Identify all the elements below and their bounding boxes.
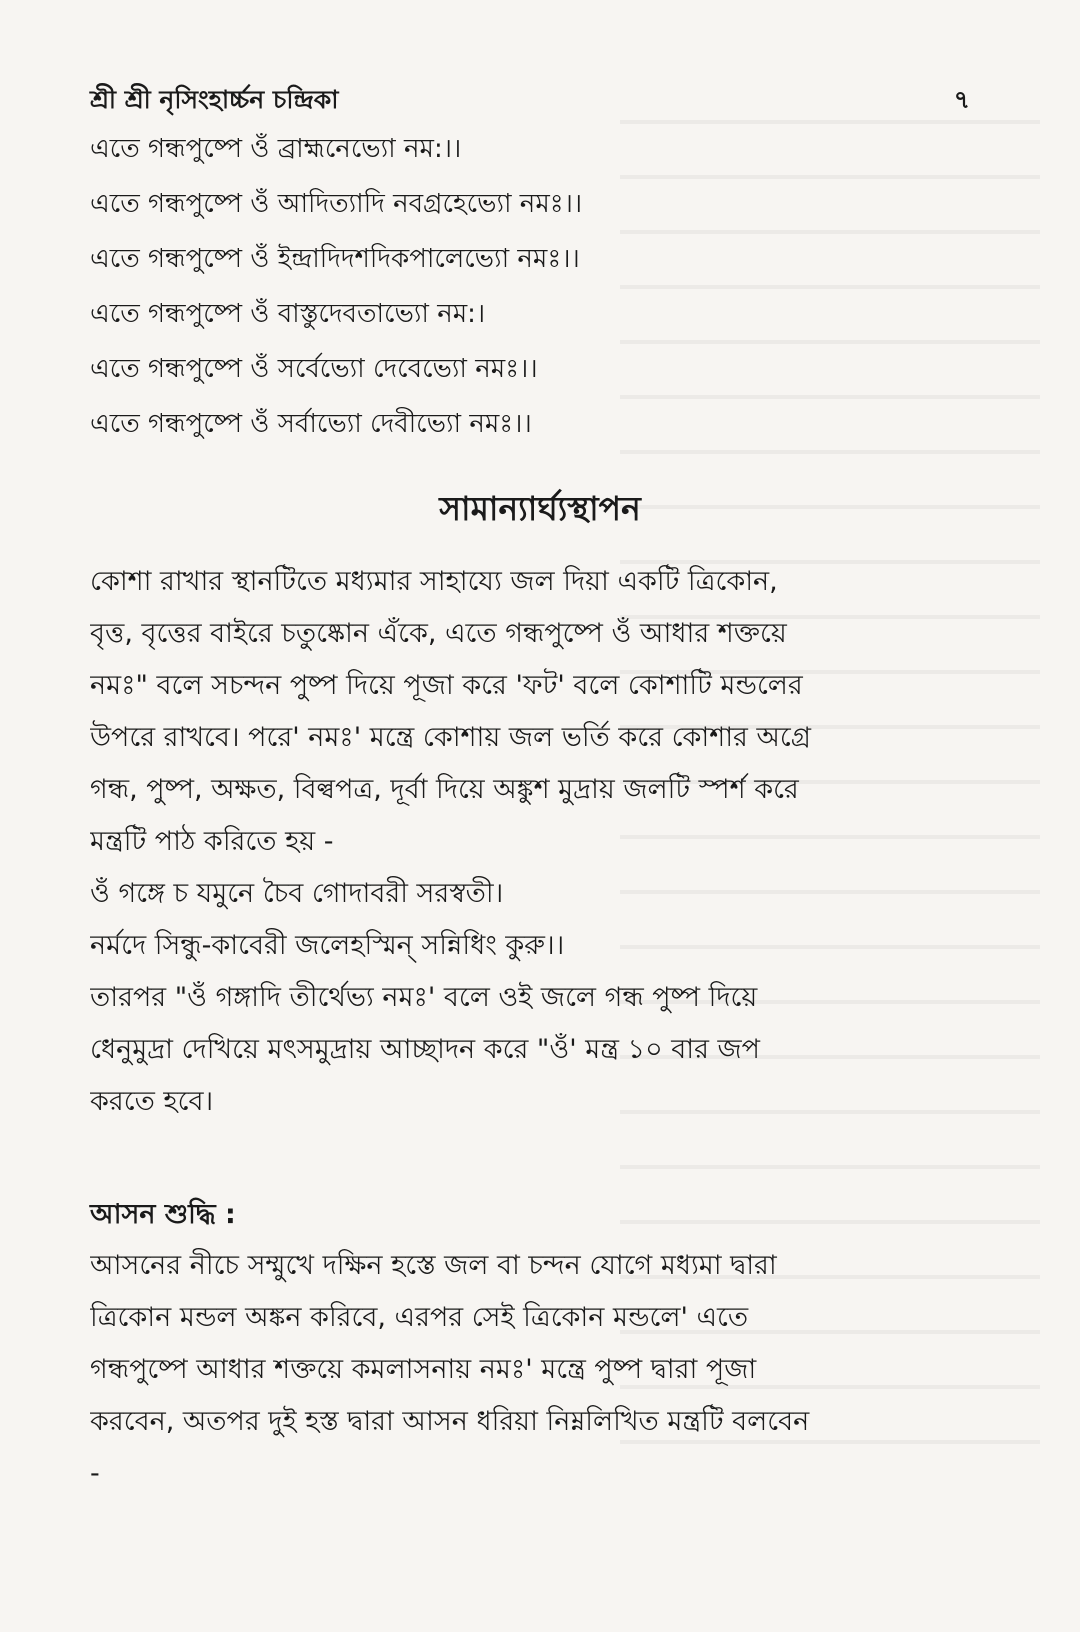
asana-shuddhi-paragraph: [90, 1240, 970, 1500]
mantra-line: ওঁ গঙ্গে চ যমুনে চৈব গোদাবরী সরস্বতী।: [90, 878, 504, 909]
section-heading: সামান্যার্ঘ্যস্থাপন: [439, 489, 641, 528]
paragraph-line: নমঃ" বলে সচন্দন পুষ্প দিয়ে পূজা করে 'ফট' বলে কোশাটি মন্ডলের: [90, 670, 803, 701]
verse-line: এতে গন্ধপুষ্পে ওঁ সর্বাভ্যো দেবীভ্যো নমঃ।।: [90, 409, 532, 439]
paragraph-line: বৃত্ত, বৃত্তের বাইরে চতুষ্কোন এঁকে, এতে গন্ধপুষ্পে ওঁ আধার শক্তয়ে: [90, 618, 787, 649]
mantra-line: নর্মদে সিন্ধু-কাবেরী জলেহস্মিন্ সন্নিধিং কুরু।।: [90, 930, 565, 961]
running-header: [90, 82, 970, 118]
samanyarghya-paragraph: [90, 556, 970, 1128]
paragraph-line: কোশা রাখার স্থানটিতে মধ্যমার সাহায্যে জল দিয়া একটি ত্রিকোন,: [90, 566, 778, 597]
asana-shuddhi-heading: আসন শুদ্ধি :: [90, 1199, 236, 1230]
page-number: ৭: [953, 85, 970, 114]
paragraph-line: গন্ধ, পুষ্প, অক্ষত, বিল্বপত্র, দূর্বা দিয়ে অঙ্কুশ মুদ্রায় জলটি স্পর্শ করে: [90, 774, 799, 805]
paragraph-line: করবেন, অতপর দুই হস্ত দ্বারা আসন ধরিয়া নিম্নলিখিত মন্ত্রটি বলবেন: [90, 1406, 810, 1437]
book-title: শ্রী শ্রী নৃসিংহার্চ্চন চন্দ্রিকা: [90, 85, 339, 114]
verse-line: এতে গন্ধপুষ্পে ওঁ বাস্তুদেবতাভ্যো নম:।: [90, 299, 486, 329]
paragraph-line: করতে হবে।: [90, 1086, 214, 1117]
verse-line: এতে গন্ধপুষ্পে ওঁ ব্রাহ্মনেভ্যো নম:।।: [90, 134, 462, 164]
verse-line: এতে গন্ধপুষ্পে ওঁ আদিত্যাদি নবগ্রহেভ্যো নমঃ।।: [90, 189, 583, 219]
paragraph-line: গন্ধপুষ্পে আধার শক্তয়ে কমলাসনায় নমঃ' মন্ত্রে পুষ্প দ্বারা পূজা: [90, 1354, 757, 1385]
invocation-verses: [90, 122, 970, 452]
paragraph-line: -: [90, 1458, 100, 1489]
paragraph-line: ত্রিকোন মন্ডল অঙ্কন করিবে, এরপর সেই ত্রিকোন মন্ডলে' এতে: [90, 1302, 749, 1333]
paragraph-line: তারপর "ওঁ গঙ্গাদি তীর্থেভ্য নমঃ' বলে ওই জলে গন্ধ পুষ্প দিয়ে: [90, 982, 758, 1013]
paragraph-line: আসনের নীচে সম্মুখে দক্ষিন হস্তে জল বা চন্দন যোগে মধ্যমা দ্বারা: [90, 1250, 777, 1281]
paragraph-line: ধেনুমুদ্রা দেখিয়ে মৎসমুদ্রায় আচ্ছাদন করে "ওঁ' মন্ত্র ১০ বার জপ: [90, 1034, 760, 1065]
verse-line: এতে গন্ধপুষ্পে ওঁ সর্বেভ্যো দেবেভ্যো নমঃ।।: [90, 354, 538, 384]
paragraph-line: উপরে রাখবে। পরে' নমঃ' মন্ত্রে কোশায় জল ভর্তি করে কোশার অগ্রে: [90, 722, 811, 753]
paragraph-line: মন্ত্রটি পাঠ করিতে হয় -: [90, 826, 334, 857]
verse-line: এতে গন্ধপুষ্পে ওঁ ইন্দ্রাদিদশদিকপালেভ্যো নমঃ।।: [90, 244, 580, 274]
